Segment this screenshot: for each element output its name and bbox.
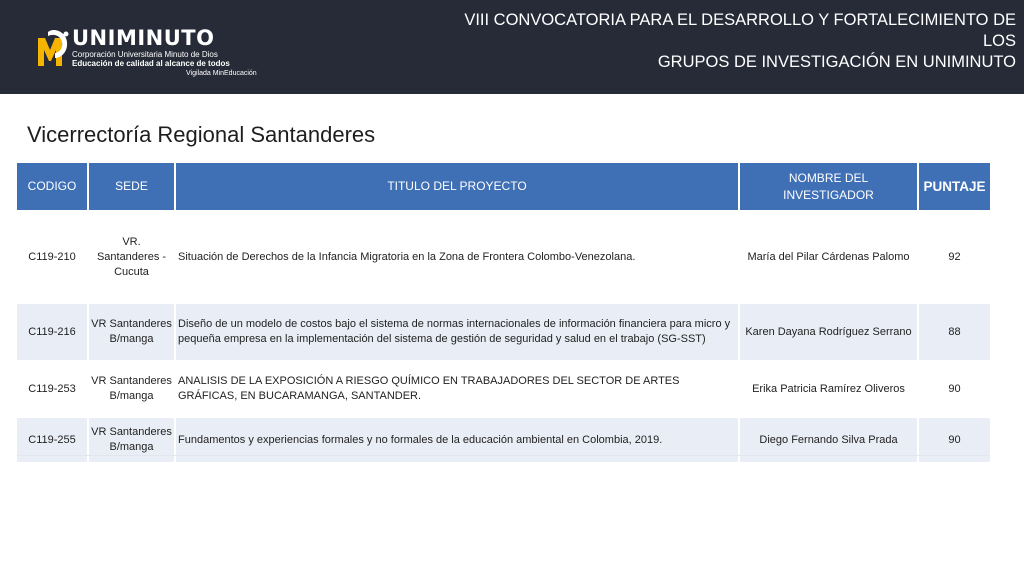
header-title (456, 10, 1016, 73)
cell-sede: VR Santanderes B/manga (88, 417, 175, 462)
logo-line-2: Educación de calidad al alcance de todos (72, 59, 230, 68)
cell-titulo: Fundamentos y experiencias formales y no formales de la educación ambiental en Colombia, 2019. (175, 417, 739, 462)
table-row (17, 303, 990, 361)
column-header-puntaje: PUNTAJE (918, 163, 990, 211)
cell-puntaje: 90 (918, 417, 990, 462)
table-row (17, 361, 990, 417)
cell-investigador: María del Pilar Cárdenas Palomo (739, 211, 918, 303)
cell-titulo: ANALISIS DE LA EXPOSICIÓN A RIESGO QUÍMICO EN TRABAJADORES DEL SECTOR DE ARTES GRÁFICAS, EN BUCARAMANGA, SANTANDER. (175, 361, 739, 417)
cell-investigador: Karen Dayana Rodríguez Serrano (739, 303, 918, 361)
logo-name: UNIMINUTO (72, 26, 215, 50)
cell-codigo: C119-255 (17, 417, 88, 462)
table-row (17, 211, 990, 303)
cell-codigo: C119-210 (17, 211, 88, 303)
cell-sede: VR Santanderes B/manga (88, 303, 175, 361)
results-table (17, 163, 990, 462)
uniminuto-logo (36, 26, 257, 77)
cell-sede: VR Santanderes B/manga (88, 361, 175, 417)
md-logo-mark-icon (36, 28, 70, 70)
cell-titulo: Situación de Derechos de la Infancia Migratoria en la Zona de Frontera Colombo-Venezolana. (175, 211, 739, 303)
cell-puntaje: 90 (918, 361, 990, 417)
column-header-codigo: CODIGO (17, 163, 88, 211)
cell-sede: VR. Santanderes - Cucuta (88, 211, 175, 303)
cell-puntaje: 92 (918, 211, 990, 303)
cell-codigo: C119-253 (17, 361, 88, 417)
logo-line-1: Corporación Universitaria Minuto de Dios (72, 50, 218, 59)
slide-header (0, 0, 1024, 94)
page-title: Vicerrectoría Regional Santanderes (27, 122, 376, 147)
header-title-line-2: GRUPOS DE INVESTIGACIÓN EN UNIMINUTO (657, 53, 1016, 71)
cell-investigador: Diego Fernando Silva Prada (739, 417, 918, 462)
logo-line-3: Vigilada MinEducación (186, 70, 257, 77)
column-header-titulo: TITULO DEL PROYECTO (175, 163, 739, 211)
cell-titulo: Diseño de un modelo de costos bajo el sistema de normas internacionales de información financiera para micro y pequeña empresa en la implementación del sistema de gestión de seguridad y salud en el trabajo (SG-SST) (175, 303, 739, 361)
column-header-sede: SEDE (88, 163, 175, 211)
cell-puntaje: 88 (918, 303, 990, 361)
table-header-row (17, 163, 990, 211)
column-header-investigador: NOMBRE DEL INVESTIGADOR (739, 163, 918, 211)
table-bottom-divider (17, 455, 990, 456)
cell-codigo: C119-216 (17, 303, 88, 361)
cell-investigador: Erika Patricia Ramírez Oliveros (739, 361, 918, 417)
header-title-line-1: VIII CONVOCATORIA PARA EL DESARROLLO Y FORTALECIMIENTO DE LOS (464, 11, 1016, 50)
